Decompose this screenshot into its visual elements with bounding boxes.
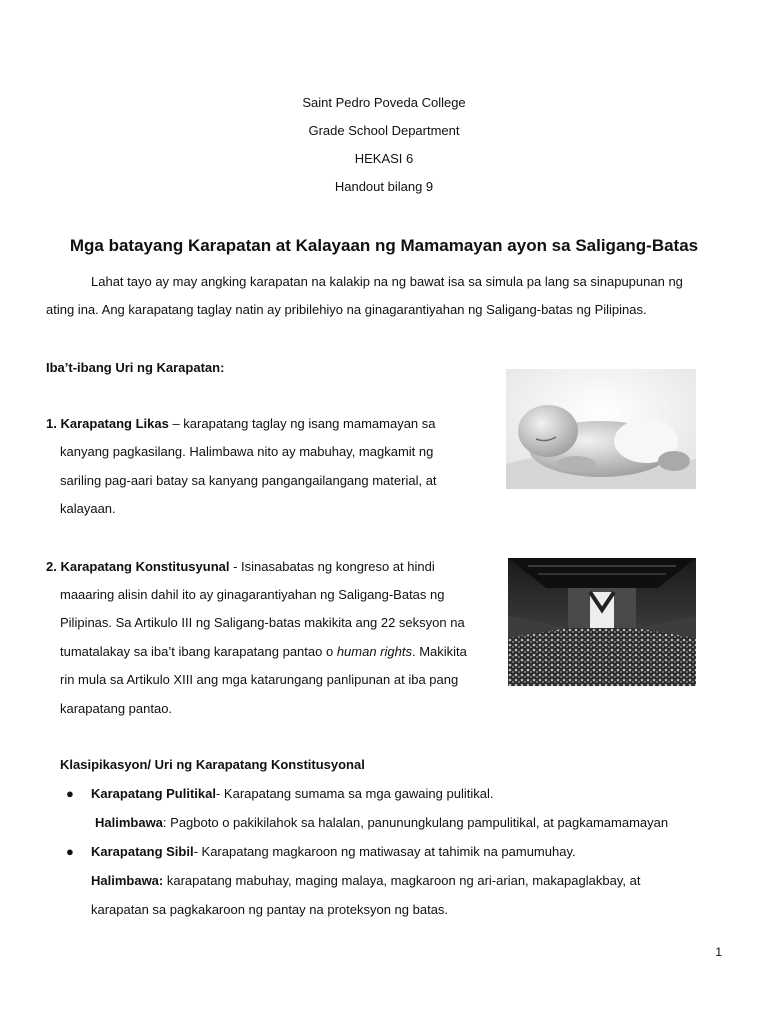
bullet2-example-label: Halimbawa: — [91, 873, 164, 888]
item2-first-line — [46, 559, 435, 574]
item2-term: Karapatang Konstitusyunal — [60, 559, 230, 574]
bullet-dot-2: ● — [66, 844, 74, 859]
document-title: Mga batayang Karapatan at Kalayaan ng Mamamayan ayon sa Saligang-Batas — [69, 236, 699, 255]
handout-number: Handout bilang 9 — [334, 179, 434, 194]
bullet2-example-line-2: karapatan sa pagkakaroon ng pantay na proteksyon ng batas. — [91, 902, 449, 917]
bullet2-example: karapatang mabuhay, maging malaya, magkaroon ng ari-arian, makapaglakbay, at — [163, 873, 641, 888]
item1-line3: sariling pag-aari batay sa kanyang pangangailangang material, at — [60, 473, 437, 488]
bullet-dot-1: ● — [66, 786, 74, 801]
item2-line6: karapatang pantao. — [60, 701, 173, 716]
bullet2-line — [91, 844, 576, 859]
item1-number: 1. — [46, 416, 57, 431]
bullet2-term: Karapatang Sibil — [91, 844, 194, 859]
item2-line4 — [60, 644, 467, 659]
item2-line4-post: . Makikita — [411, 644, 467, 659]
bullet2-desc: - Karapatang magkaroon ng matiwasay at tahimik na pamumuhay. — [193, 844, 576, 859]
item1-line1: – karapatang taglay ng isang mamamayan sa — [168, 416, 436, 431]
congress-hall-photo — [508, 558, 696, 686]
section-heading: Iba’t-ibang Uri ng Karapatan: — [46, 360, 225, 375]
item2-line3: Pilipinas. Sa Artikulo III ng Saligang-batas makikita ang 22 seksyon na — [60, 615, 465, 630]
item2-line4-pre: tumatalakay sa iba’t ibang karapatang pantao o — [60, 644, 337, 659]
bullet1-example-line — [95, 815, 668, 830]
page-number: 1 — [715, 945, 722, 959]
item2-line1: - Isinasabatas ng kongreso at hindi — [229, 559, 435, 574]
bullet1-example-label: Halimbawa — [95, 815, 163, 830]
bullet1-term: Karapatang Pulitikal — [91, 786, 216, 801]
classification-heading: Klasipikasyon/ Uri ng Karapatang Konstitusyonal — [60, 757, 365, 772]
department-name: Grade School Department — [308, 123, 460, 138]
item2-number: 2. — [46, 559, 57, 574]
intro-line-2: ating ina. Ang karapatang taglay natin ay pribilehiyo na ginagarantiyahan ng Saligang-batas ng Pilipinas. — [46, 302, 647, 317]
sleeping-baby-photo — [506, 369, 696, 489]
bullet1-desc: - Karapatang sumama sa mga gawaing pulitikal. — [215, 786, 494, 801]
bullet1-line — [91, 786, 493, 801]
item1-term: Karapatang Likas — [60, 416, 169, 431]
item2-line5: rin mula sa Artikulo XIII ang mga katarungang panlipunan at iba pang — [60, 672, 459, 687]
bullet1-example: : Pagboto o pakikilahok sa halalan, panunungkulang pampulitikal, at pagkamamamayan — [162, 815, 669, 830]
school-name: Saint Pedro Poveda College — [302, 95, 466, 110]
item2-line4-em: human rights — [336, 644, 412, 659]
item2-line2: maaaring alisin dahil ito ay ginagarantiyahan ng Saligang-Batas ng — [60, 587, 445, 602]
bullet2-example-line — [91, 873, 640, 888]
subject-name: HEKASI 6 — [354, 151, 414, 166]
intro-line-1: Lahat tayo ay may angking karapatan na kalakip na ng bawat isa sa simula pa lang sa sinapupunan ng — [91, 274, 683, 289]
item1-first-line — [46, 416, 436, 431]
item1-line2: kanyang pagkasilang. Halimbawa nito ay mabuhay, magkamit ng — [60, 444, 434, 459]
item1-line4: kalayaan. — [60, 501, 116, 516]
